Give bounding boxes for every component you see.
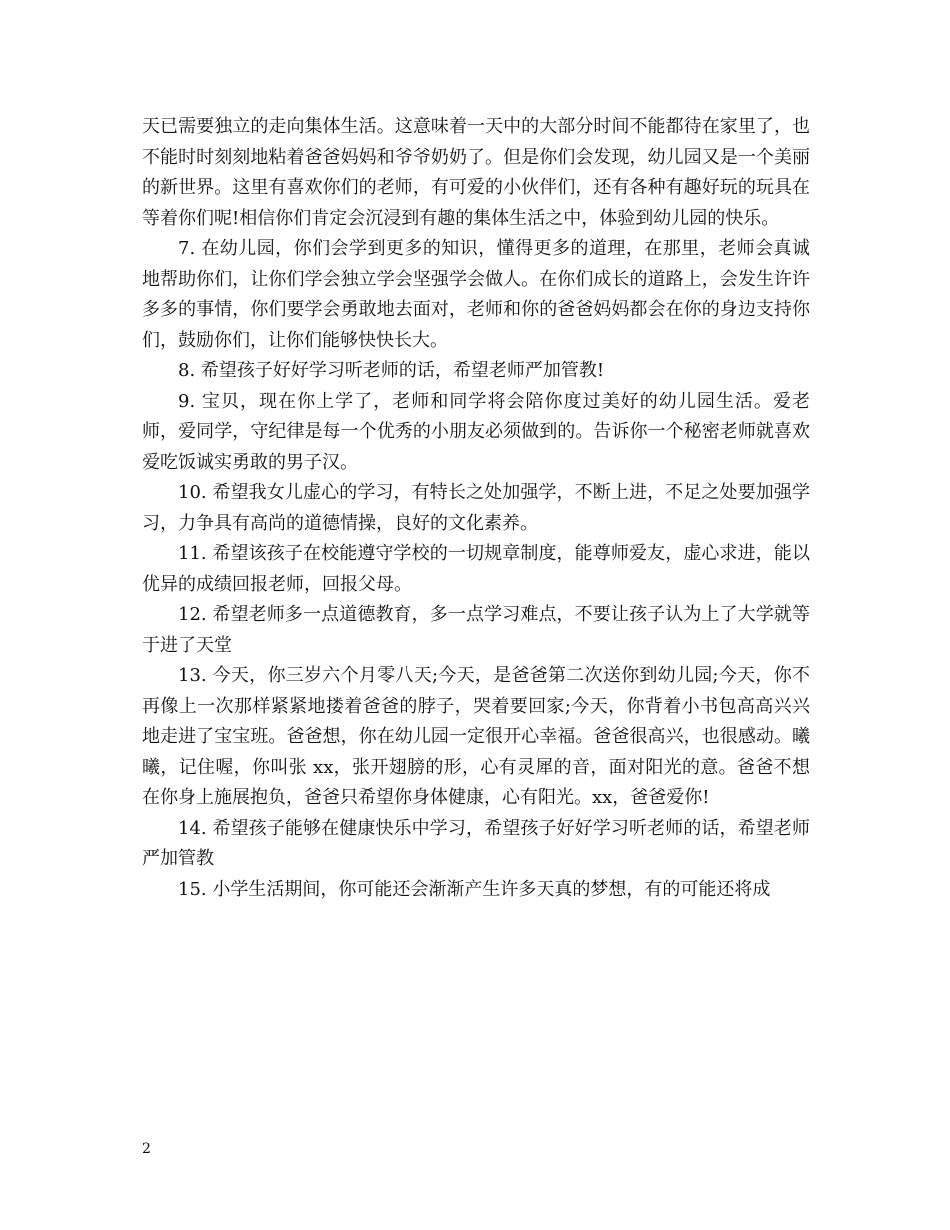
paragraph-item-11: 11. 希望该孩子在校能遵守学校的一切规章制度，能尊师爱友，虚心求进，能以优异的成绩回报老师，回报父母。	[142, 543, 810, 595]
document-body	[142, 112, 810, 905]
paragraph-item-7: 7. 在幼儿园，你们会学到更多的知识，懂得更多的道理，在那里，老师会真诚地帮助你们，让你们学会独立学会坚强学会做人。在你们成长的道路上，会发生许许多多的事情，你们要学会勇敢地去面对，老师和你的爸爸妈妈都会在你的身边支持你们，鼓励你们，让你们能够快快长大。	[142, 238, 810, 351]
paragraph-item-9: 9. 宝贝，现在你上学了，老师和同学将会陪你度过美好的幼儿园生活。爱老师，爱同学，守纪律是每一个优秀的小朋友必须做到的。告诉你一个秘密老师就喜欢爱吃饭诚实勇敢的男子汉。	[142, 390, 810, 473]
paragraph-item-15: 15. 小学生活期间，你可能还会渐渐产生许多天真的梦想，有的可能还将成	[178, 878, 771, 900]
paragraph-item-14: 14. 希望孩子能够在健康快乐中学习，希望孩子好好学习听老师的话，希望老师严加管教	[142, 817, 810, 869]
page-number: 2	[142, 1141, 151, 1157]
paragraph-item-10: 10. 希望我女儿虚心的学习，有特长之处加强学，不断上进，不足之处要加强学习，力争具有高尚的道德情操，良好的文化素养。	[142, 482, 810, 534]
paragraph-item-8: 8. 希望孩子好好学习听老师的话，希望老师严加管教!	[178, 360, 605, 381]
paragraph-item-13: 13. 今天，你三岁六个月零八天;今天，是爸爸第二次送你到幼儿园;今天，你不再像上一次那样紧紧地搂着爸爸的脖子，哭着要回家;今天，你背着小书包高高兴兴地走进了宝宝班。爸爸想，你在幼儿园一定很开心幸福。爸爸很高兴，也很感动。曦曦，记住喔，你叫张 xx，张开翅膀的形，心有灵犀的音，面对阳光的意。爸爸不想在你身上施展抱负，爸爸只希望你身体健康，心有阳光。xx，爸爸爱你!	[142, 665, 810, 808]
paragraph-continuation: 天已需要独立的走向集体生活。这意味着一天中的大部分时间不能都待在家里了，也不能时时刻刻地粘着爸爸妈妈和爷爷奶奶了。但是你们会发现，幼儿园又是一个美丽的新世界。这里有喜欢你们的老师，有可爱的小伙伴们，还有各种有趣好玩的玩具在等着你们呢!相信你们肯定会沉浸到有趣的集体生活之中，体验到幼儿园的快乐。	[142, 116, 810, 229]
paragraph-item-12: 12. 希望老师多一点道德教育，多一点学习难点，不要让孩子认为上了大学就等于进了天堂	[142, 604, 810, 656]
